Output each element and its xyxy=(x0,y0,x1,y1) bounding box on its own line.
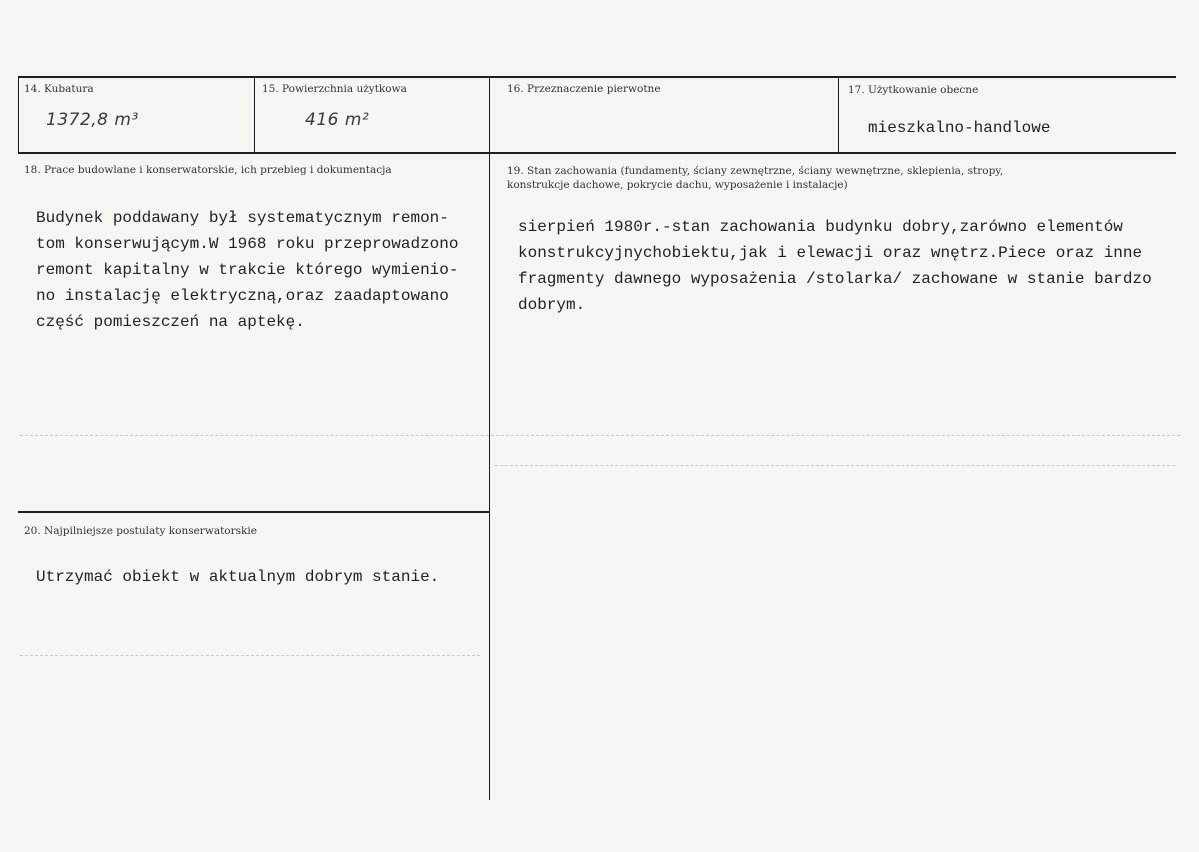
field-14-label: 14. Kubatura xyxy=(24,83,94,95)
field-19-line: konstrukcyjnychobiektu,jak i elewacji oraz wnętrz.Piece oraz inne xyxy=(518,244,1143,262)
divider-16-17 xyxy=(838,76,839,154)
divider-15-16 xyxy=(489,76,490,154)
field-20-value: Utrzymać obiekt w aktualnym dobrym stanie. xyxy=(36,568,440,586)
field-16-label: 16. Przeznaczenie pierwotne xyxy=(507,83,661,95)
divider-14-15 xyxy=(254,76,255,154)
field-18-line: tom konserwującym.W 1968 roku przeprowadzono xyxy=(36,235,459,253)
field-18-line: remont kapitalny w trakcie którego wymienio- xyxy=(36,261,459,279)
faint-mark xyxy=(20,655,480,656)
field-18-line: no instalację elektryczną,oraz zaadaptowano xyxy=(36,287,449,305)
field-18-label: 18. Prace budowlane i konserwatorskie, ich przebieg i dokumentacja xyxy=(24,164,392,176)
field-19-line: fragmenty dawnego wyposażenia /stolarka/ zachowane w stanie bardzo xyxy=(518,270,1152,288)
field-18-line: część pomieszczeń na aptekę. xyxy=(36,313,305,331)
divider-18-19 xyxy=(489,152,490,800)
field-15-value: 416 m² xyxy=(305,110,370,130)
faint-mark xyxy=(495,465,1175,466)
top-rule xyxy=(18,76,1176,78)
field-20-label: 20. Najpilniejsze postulaty konserwatorskie xyxy=(24,525,257,537)
field-19-line: dobrym. xyxy=(518,296,586,314)
left-border xyxy=(18,76,19,154)
field-19-label-line2: konstrukcje dachowe, pokrycie dachu, wyposażenie i instalacje) xyxy=(507,179,848,191)
divider-18-20 xyxy=(18,511,489,513)
field-18-line: Budynek poddawany był systematycznym remon- xyxy=(36,209,449,227)
field-19-line: sierpień 1980r.-stan zachowania budynku dobry,zarówno elementów xyxy=(518,218,1123,236)
field-14-value: 1372,8 m³ xyxy=(46,110,139,130)
faint-mark xyxy=(20,435,1180,436)
field-17-value: mieszkalno-handlowe xyxy=(868,119,1051,137)
row1-bottom-rule xyxy=(18,152,1176,154)
field-19-label-line1: 19. Stan zachowania (fundamenty, ściany zewnętrzne, ściany wewnętrzne, sklepienia, stropy, xyxy=(507,165,1004,177)
field-15-label: 15. Powierzchnia użytkowa xyxy=(262,83,407,95)
field-17-label: 17. Użytkowanie obecne xyxy=(848,84,979,96)
